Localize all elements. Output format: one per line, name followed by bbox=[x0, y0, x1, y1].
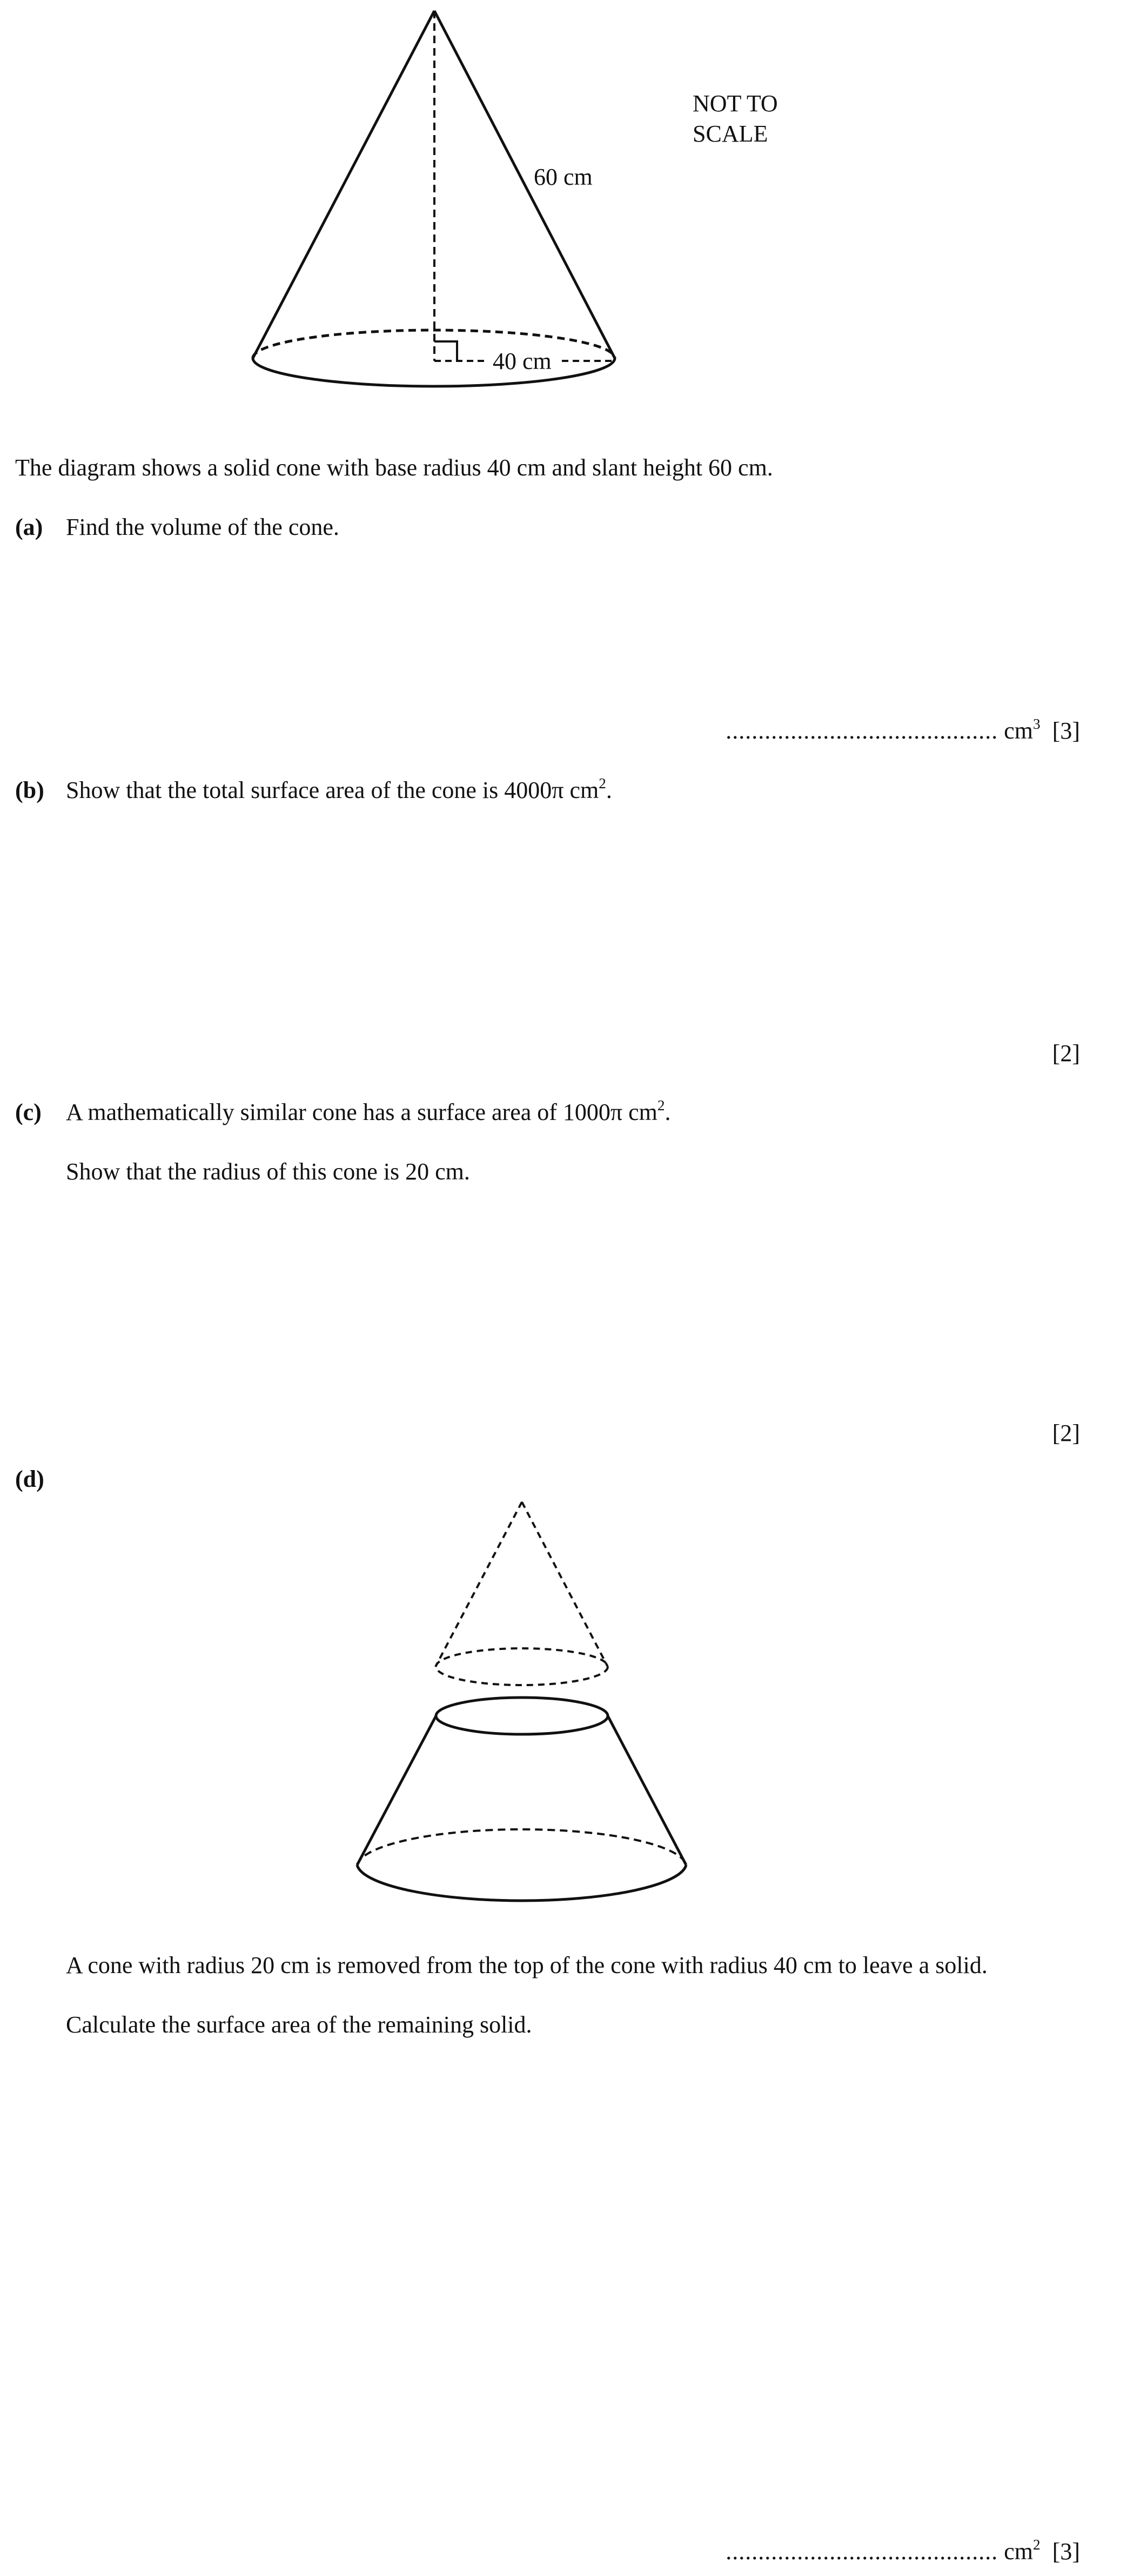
part-d-question: A cone with radius 20 cm is removed from the top of the cone with radius 40 cm to leave a solid. bbox=[66, 1952, 988, 1978]
cone-base-front bbox=[253, 358, 615, 386]
answer-dots: .......................................... bbox=[726, 717, 998, 744]
cone-left-slant bbox=[253, 11, 434, 358]
part-a-marks: [3] bbox=[1052, 717, 1080, 744]
removed-cone-left bbox=[435, 1502, 522, 1667]
radius-label: 40 cm bbox=[493, 348, 552, 374]
answer-unit: cm bbox=[1004, 2538, 1034, 2565]
part-b-label: (b) bbox=[15, 777, 44, 803]
removed-cone-base bbox=[436, 1648, 608, 1685]
part-b-end: . bbox=[606, 777, 612, 803]
part-c-question bbox=[66, 1098, 671, 1127]
part-a-label: (a) bbox=[15, 514, 43, 540]
part-b-marks: [2] bbox=[1052, 1040, 1080, 1066]
frustum-diagram bbox=[0, 1480, 1134, 1913]
not-to-scale-line2: SCALE bbox=[693, 120, 768, 147]
part-b-power: 2 bbox=[599, 775, 606, 792]
part-d-question-2: Calculate the surface area of the remaining solid. bbox=[66, 2011, 532, 2038]
removed-cone-right bbox=[522, 1502, 608, 1667]
slant-label: 60 cm bbox=[534, 164, 593, 190]
part-c-marks: [2] bbox=[1052, 1420, 1080, 1446]
answer-dots: .......................................... bbox=[726, 2538, 998, 2565]
part-c-power: 2 bbox=[657, 1097, 665, 1114]
part-c-question-2: Show that the radius of this cone is 20 cm. bbox=[66, 1158, 470, 1185]
part-a-answer-line bbox=[726, 717, 1080, 744]
not-to-scale-line1: NOT TO bbox=[693, 90, 778, 117]
answer-unit-power: 3 bbox=[1033, 716, 1041, 733]
frustum-base-front bbox=[357, 1865, 686, 1901]
part-b-question bbox=[66, 776, 612, 805]
part-c-label: (c) bbox=[15, 1099, 42, 1125]
part-d-marks: [3] bbox=[1052, 2538, 1080, 2565]
intro-text: The diagram shows a solid cone with base radius 40 cm and slant height 60 cm. bbox=[15, 454, 773, 481]
part-d-label: (d) bbox=[15, 1466, 44, 1492]
frustum-top-ellipse bbox=[436, 1698, 608, 1734]
part-a-question: Find the volume of the cone. bbox=[66, 514, 339, 540]
part-b-text: Show that the total surface area of the cone is 4000π cm bbox=[66, 777, 599, 803]
part-c-text: A mathematically similar cone has a surface area of 1000π cm bbox=[66, 1099, 657, 1125]
frustum-left-side bbox=[357, 1716, 436, 1865]
answer-unit-power: 2 bbox=[1033, 2537, 1041, 2553]
right-angle-marker bbox=[434, 341, 457, 361]
part-d-answer-line bbox=[726, 2538, 1080, 2565]
part-c-end: . bbox=[665, 1099, 671, 1125]
cone-diagram bbox=[0, 0, 1134, 432]
answer-unit: cm bbox=[1004, 717, 1034, 744]
frustum-base-back bbox=[357, 1829, 686, 1865]
